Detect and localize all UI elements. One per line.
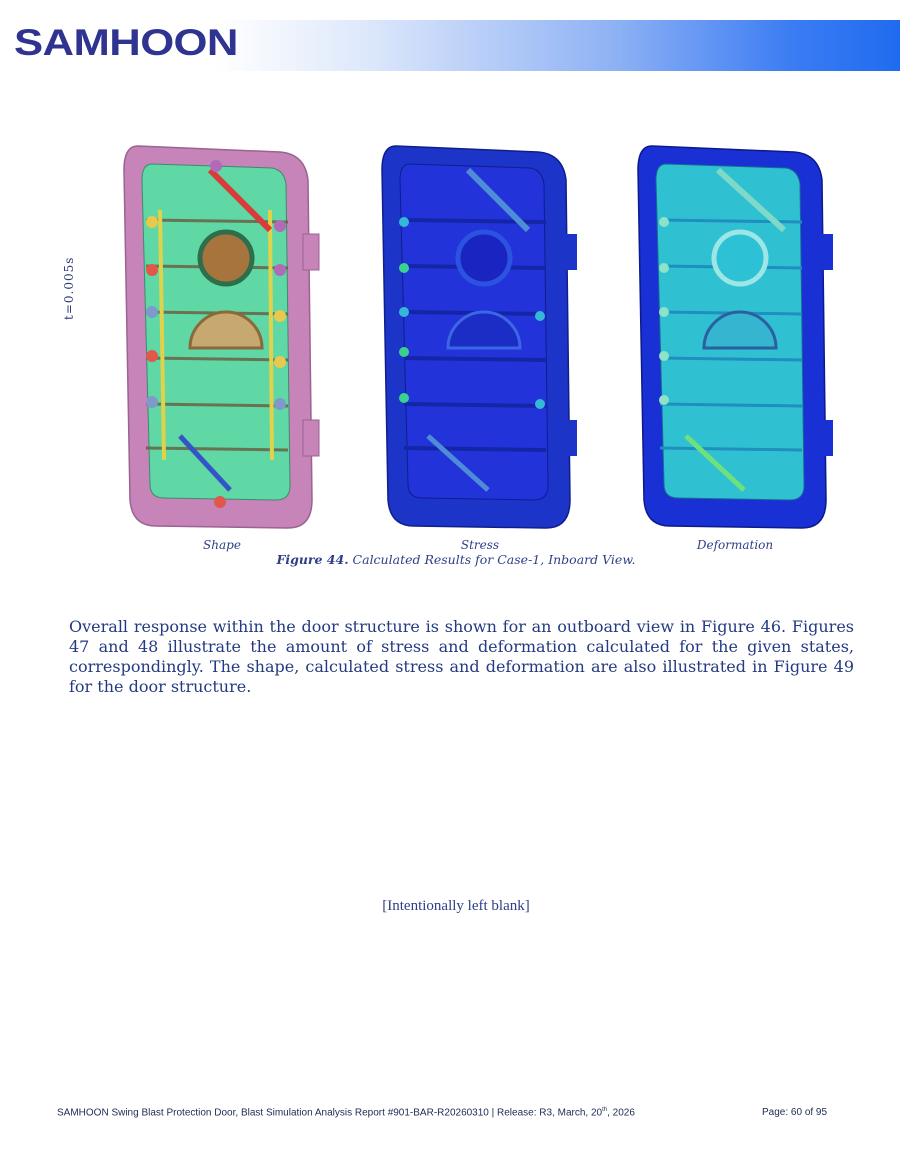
door-stress-image xyxy=(378,140,583,532)
intentionally-blank-note: [Intentionally left blank] xyxy=(382,898,530,914)
door-deformation-image xyxy=(634,140,839,532)
footer-date-suffix: th xyxy=(602,1107,608,1113)
footer-year: , 2026 xyxy=(607,1107,635,1119)
body-paragraph: Overall response within the door structure is shown for an outboard view in Figure 46. Figures 47 and 48 illustrate the amount of stress and deformation calculated for the given states, correspondingly. The shape, calculated stress and deformation are also illustrated in Figure 49 for the door structure. xyxy=(69,617,854,696)
panel-caption-stress: Stress xyxy=(460,538,500,552)
footer-page-number: Page: 60 of 95 xyxy=(762,1107,828,1118)
panel-caption-deformation: Deformation xyxy=(696,538,774,552)
figure-caption-text: Calculated Results for Case-1, Inboard View. xyxy=(352,552,636,567)
footer-report-text: SAMHOON Swing Blast Protection Door, Blast Simulation Analysis Report #901-BAR-R20260310 | Release: R3, March, 20 xyxy=(57,1107,603,1119)
footer-report-info xyxy=(57,1107,635,1118)
company-logo: SAMHOON xyxy=(14,22,238,63)
panel-caption-shape: Shape xyxy=(203,538,241,552)
door-shape-image xyxy=(120,140,325,532)
time-step-label: t=0.005s xyxy=(62,256,76,320)
figure-caption xyxy=(0,552,900,567)
figure-number: Figure 44. xyxy=(276,552,349,567)
